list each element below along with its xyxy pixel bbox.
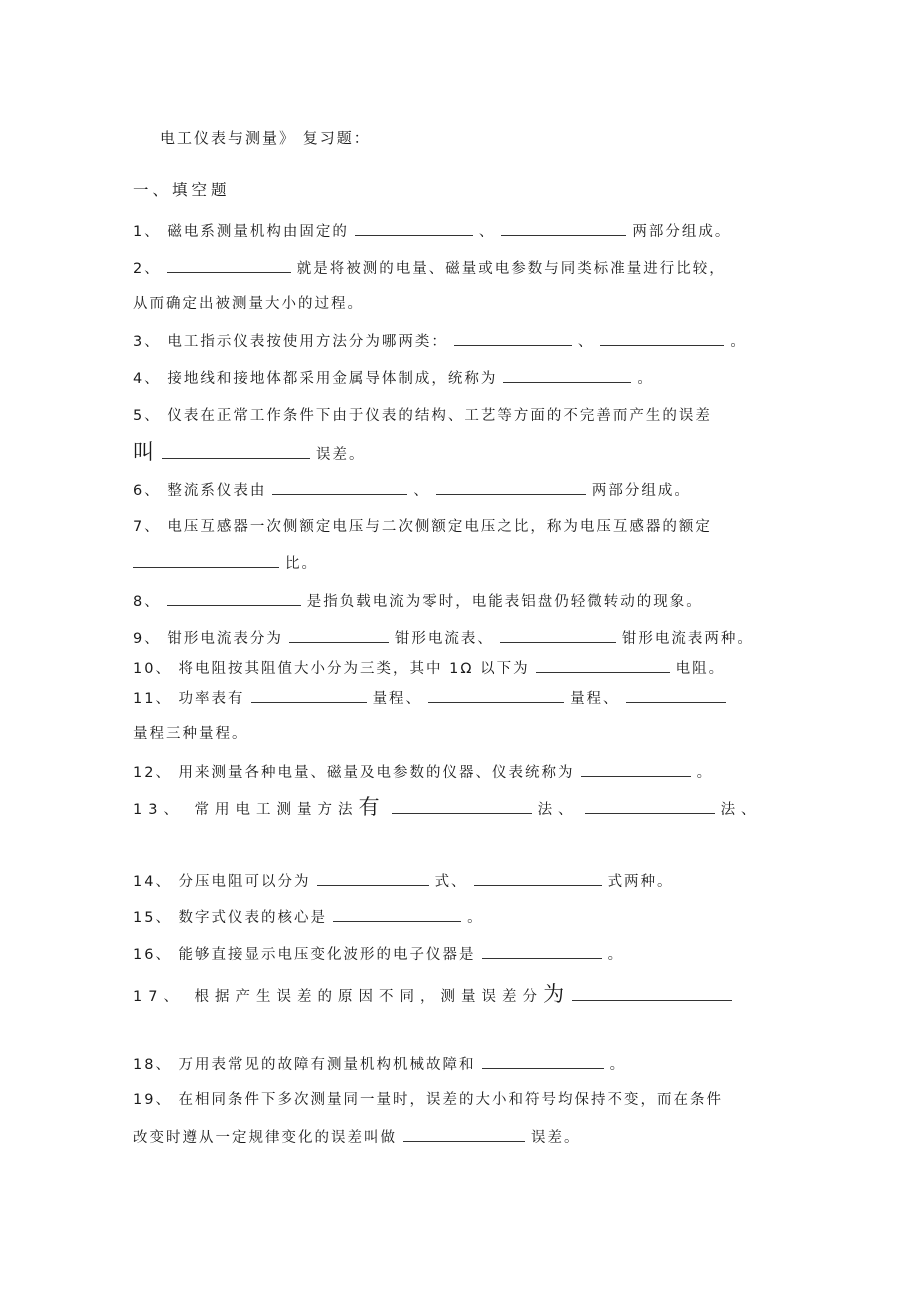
answer-blank[interactable] <box>403 1127 525 1142</box>
question-7-cont: 比。 <box>133 553 790 574</box>
question-7: 7、 电压互感器一次侧额定电压与二次侧额定电压之比，称为电压互感器的额定 <box>133 519 712 535</box>
answer-blank[interactable] <box>474 871 602 886</box>
question-5: 5、 仪表在正常工作条件下由于仪表的结构、工艺等方面的不完善而产生的误差 <box>133 408 712 424</box>
question-13: 13、 常用电工测量方法有 法、 法、 <box>133 795 762 819</box>
answer-blank[interactable] <box>482 1054 604 1069</box>
section-heading: 一、填空题 <box>133 181 231 199</box>
answer-blank[interactable] <box>626 688 726 703</box>
question-15: 15、 数字式仪表的核心是 。 <box>133 907 790 928</box>
question-4: 4、 接地线和接地体都采用金属导体制成，统称为 。 <box>133 368 790 389</box>
answer-blank[interactable] <box>572 986 732 1001</box>
answer-blank[interactable] <box>167 591 301 606</box>
answer-blank[interactable] <box>289 628 389 643</box>
answer-blank[interactable] <box>133 553 279 568</box>
answer-blank[interactable] <box>600 331 724 346</box>
answer-blank[interactable] <box>501 221 626 236</box>
answer-blank[interactable] <box>536 658 670 673</box>
answer-blank[interactable] <box>162 444 310 459</box>
answer-blank[interactable] <box>355 221 473 236</box>
question-11-cont: 量程三种量程。 <box>133 726 249 742</box>
question-1: 1、 磁电系测量机构由固定的 、 两部分组成。 <box>133 221 790 242</box>
question-14: 14、 分压电阻可以分为 式、 式两种。 <box>133 871 790 892</box>
answer-blank[interactable] <box>317 871 429 886</box>
question-9: 9、 钳形电流表分为 钳形电流表、 钳形电流表两种。 <box>133 628 790 649</box>
question-16: 16、 能够直接显示电压变化波形的电子仪器是 。 <box>133 944 790 965</box>
answer-blank[interactable] <box>500 628 616 643</box>
question-12: 12、 用来测量各种电量、磁量及电参数的仪器、仪表统称为 。 <box>133 762 790 783</box>
answer-blank[interactable] <box>503 368 631 383</box>
question-3: 3、 电工指示仪表按使用方法分为哪两类： 、 。 <box>133 331 790 352</box>
question-17: 17、 根据产生误差的原因不同，测量误差分为 <box>133 984 790 1007</box>
question-2-cont: 从而确定出被测量大小的过程。 <box>133 296 364 312</box>
question-19: 19、 在相同条件下多次测量同一量时，误差的大小和符号均保持不变，而在条件 <box>133 1092 724 1108</box>
question-11: 11、 功率表有 量程、 量程、 <box>133 688 790 709</box>
answer-blank[interactable] <box>251 688 367 703</box>
question-8: 8、 是指负载电流为零时，电能表铝盘仍轻微转动的现象。 <box>133 591 790 612</box>
page-title: 电工仪表与测量》 复习题： <box>160 129 371 147</box>
question-18: 18、 万用表常见的故障有测量机构机械故障和 。 <box>133 1054 790 1075</box>
question-19-cont: 改变时遵从一定规律变化的误差叫做 误差。 <box>133 1127 790 1148</box>
answer-blank[interactable] <box>333 907 461 922</box>
question-6: 6、 整流系仪表由 、 两部分组成。 <box>133 480 790 501</box>
answer-blank[interactable] <box>428 688 564 703</box>
answer-blank[interactable] <box>581 762 691 777</box>
answer-blank[interactable] <box>392 799 532 814</box>
answer-blank[interactable] <box>436 480 586 495</box>
question-10: 10、 将电阻按其阻值大小分为三类，其中 1Ω 以下为 电阻。 <box>133 658 790 679</box>
question-5-cont: 叫 误差。 <box>133 440 366 464</box>
answer-blank[interactable] <box>454 331 572 346</box>
answer-blank[interactable] <box>585 799 715 814</box>
answer-blank[interactable] <box>272 480 407 495</box>
answer-blank[interactable] <box>482 944 602 959</box>
question-2: 2、 就是将被测的电量、磁量或电参数与同类标准量进行比较， <box>133 258 790 279</box>
answer-blank[interactable] <box>167 258 291 273</box>
